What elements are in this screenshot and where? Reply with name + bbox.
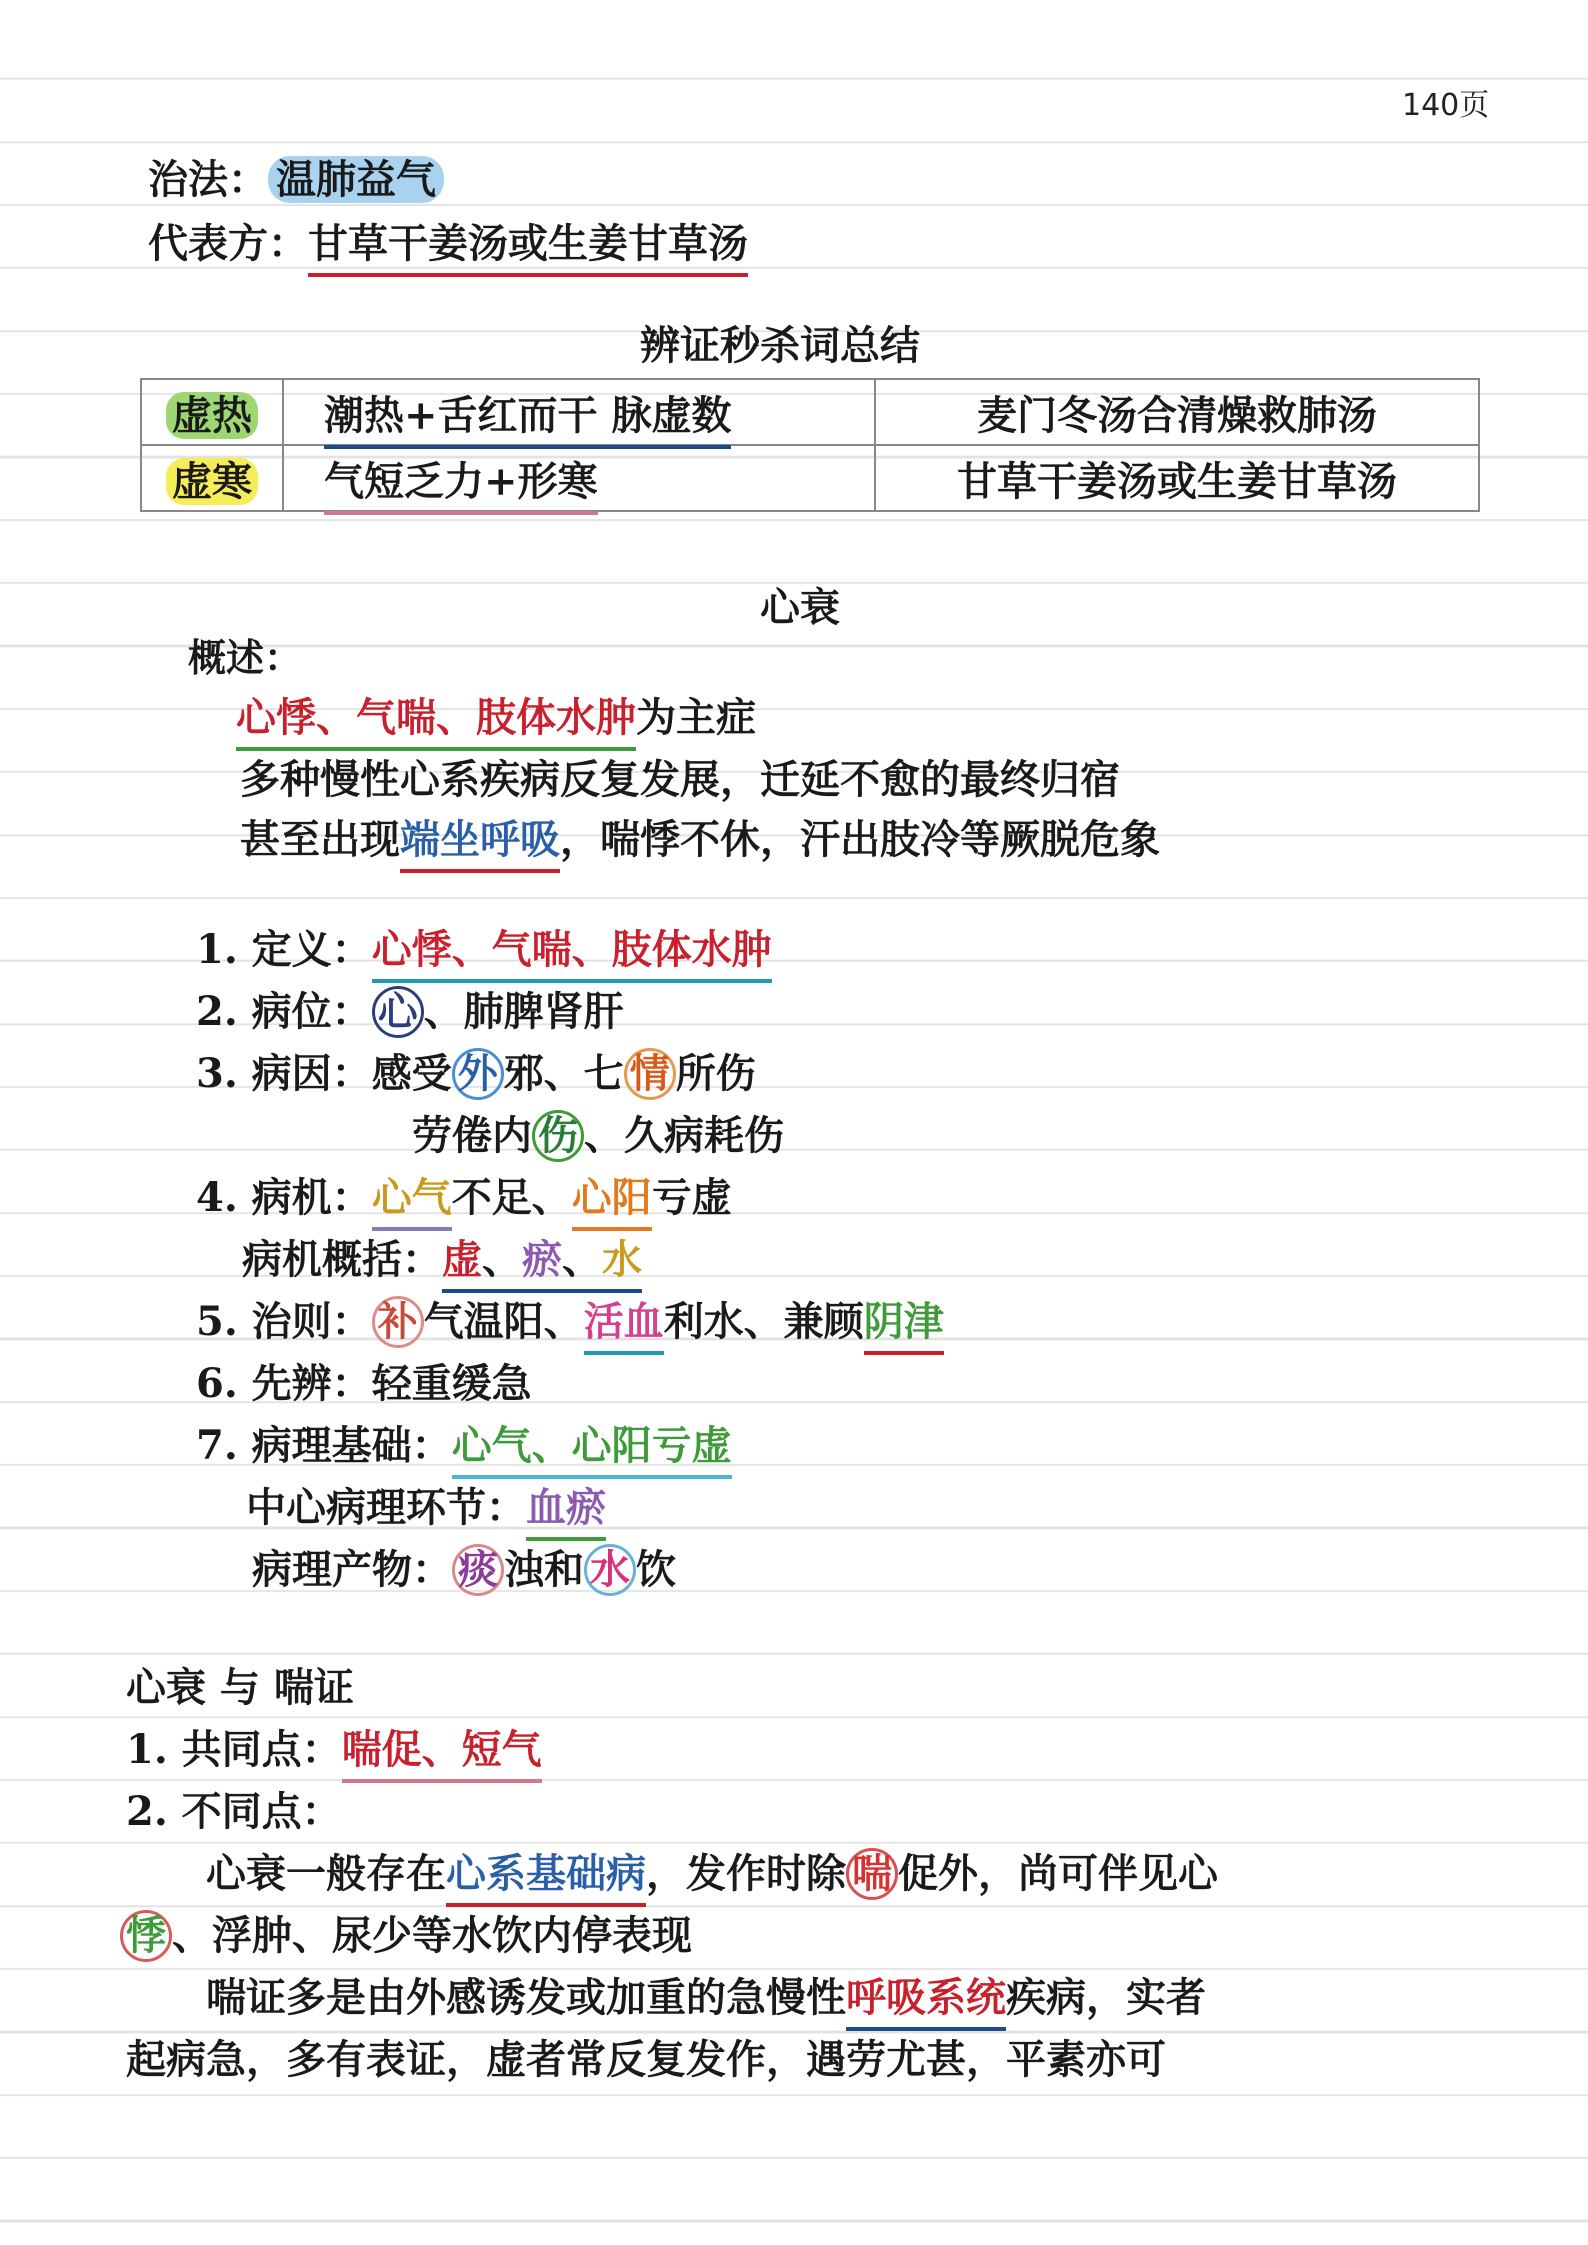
- table-row: [141, 445, 1479, 511]
- table-title: 辨证秒杀词总结: [640, 322, 920, 369]
- overview-line-2: 多种慢性心系疾病反复发展，迁延不愈的最终归宿: [240, 756, 1120, 803]
- compare-title: 心衰 与 喘证: [126, 1664, 354, 1711]
- compare-sentence-1: 心衰一般存在心系基础病，发作时除 喘 促外，尚可伴见心: [206, 1846, 1218, 1902]
- compare-different: 2. 不同点：: [126, 1788, 342, 1835]
- table-cell-label: 虚热: [141, 379, 283, 445]
- compare-sentence-4: 起病急，多有表证，虚者常反复发作，遇劳尤甚，平素亦可: [126, 2036, 1166, 2083]
- compare-sentence-2: 悸 、浮肿、尿少等水饮内停表现: [120, 1908, 692, 1964]
- table-cell-label: 虚寒: [141, 445, 283, 511]
- item-pathology-product: 病理产物： 痰 浊和 水 饮: [252, 1542, 676, 1598]
- item-mechanism: 4. 病机：心气不足、心阳亏虚: [196, 1170, 732, 1226]
- overview-label: 概述：: [188, 635, 303, 680]
- item-mechanism-summary: 病机概括：虚、瘀、水: [242, 1232, 642, 1288]
- compare-sentence-3: 喘证多是由外感诱发或加重的急慢性呼吸系统疾病，实者: [206, 1970, 1206, 2026]
- compare-common: 1. 共同点：喘促、短气: [126, 1722, 542, 1778]
- item-principle: 5. 治则： 补 气温阳、活血利水、兼顾阴津: [196, 1294, 944, 1350]
- formula-line: [148, 216, 748, 272]
- summary-table: [140, 378, 1480, 512]
- item-definition: 1. 定义：心悸、气喘、肢体水肿: [196, 922, 772, 978]
- table-row: [141, 379, 1479, 445]
- overview-line-1: 心悸、气喘、肢体水肿为主症: [236, 690, 756, 746]
- item-pathology: 7. 病理基础：心气、心阳亏虚: [196, 1418, 732, 1474]
- formula-value: 甘草干姜汤或生姜甘草汤: [308, 220, 748, 277]
- treatment-line: [148, 152, 444, 208]
- item-location: 2. 病位： 心 、肺脾肾肝: [196, 984, 624, 1040]
- table-cell-formula: 甘草干姜汤或生姜甘草汤: [875, 445, 1479, 511]
- table-cell-symptoms: 潮热+舌红而干 脉虚数: [283, 379, 875, 445]
- orthopnea: 端坐呼吸: [400, 816, 560, 873]
- table-cell-symptoms: 气短乏力+形寒: [283, 445, 875, 511]
- main-symptoms: 心悸、气喘、肢体水肿: [236, 694, 636, 751]
- treatment-value: 温肺益气: [268, 156, 444, 203]
- overview-line-3: 甚至出现端坐呼吸，喘悸不休，汗出肢冷等厥脱危象: [240, 812, 1160, 868]
- page-number: 140页: [1402, 88, 1490, 123]
- item-pathology-center: 中心病理环节：血瘀: [246, 1480, 606, 1536]
- item-cause-2: 劳倦内 伤 、久病耗伤: [412, 1108, 784, 1164]
- table-cell-formula: 麦门冬汤合清燥救肺汤: [875, 379, 1479, 445]
- item-differentiate: 6. 先辨：轻重缓急: [196, 1360, 532, 1407]
- formula-label: 代表方：: [148, 220, 308, 267]
- section-title: 心衰: [760, 584, 840, 631]
- treatment-label: 治法：: [148, 156, 268, 203]
- item-cause: 3. 病因：感受 外 邪、七 情 所伤: [196, 1046, 756, 1102]
